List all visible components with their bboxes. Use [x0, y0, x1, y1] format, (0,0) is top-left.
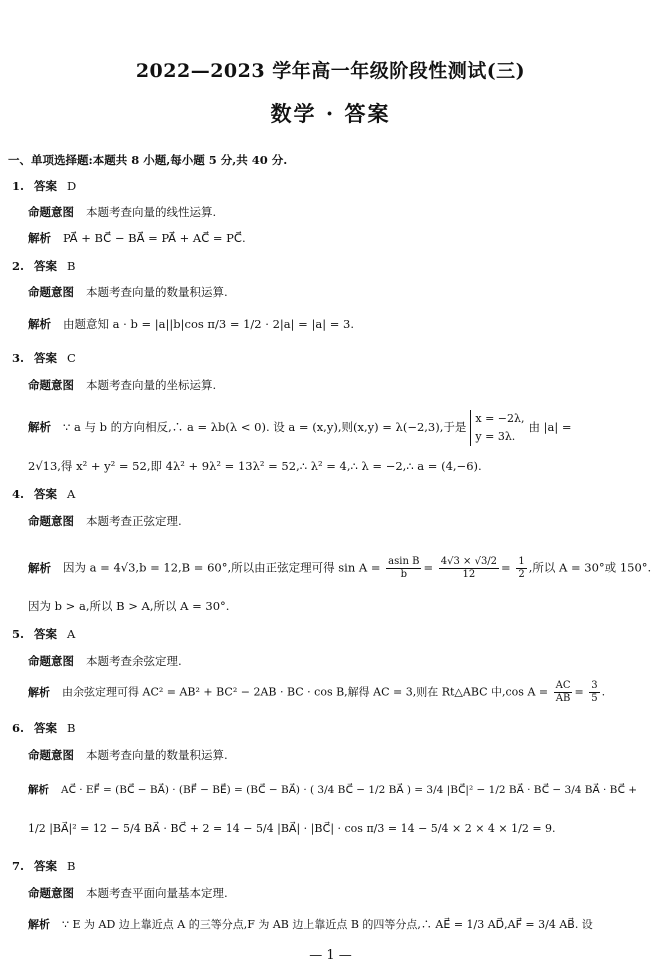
question-4-analysis-cont: 因为 b > a,所以 B > A,所以 A = 30°. [28, 599, 230, 613]
equation-line: x = −2λ, [475, 412, 525, 425]
question-1-analysis [28, 230, 246, 246]
question-5-analysis: 解析 由余弦定理可得 AC² = AB² + BC² − 2AB · BC · cos B,解得 AC = 3,则在 Rt△ABC 中,cos A = $\frac{AC}{AB}$ = $\frac{3}{5}$ . [28, 680, 606, 704]
question-6-header [12, 720, 75, 736]
question-5-intent [28, 653, 182, 669]
question-number: 5. [12, 627, 25, 641]
question-6-analysis [28, 782, 637, 797]
answer-value: A [67, 627, 76, 641]
question-number: 7. [12, 859, 25, 873]
section-heading: 一、单项选择题:本题共 8 小题,每小题 5 分,共 40 分. [8, 153, 288, 167]
analysis-text: ∵ E 为 AD 边上靠近点 A 的三等分点,F 为 AB 边上靠近点 B 的四等分点,∴ AE⃗ = 1/3 AD⃗,AF⃗ = 3/4 AB⃗. 设 [62, 918, 593, 931]
analysis-text: ∵ a 与 b 的方向相反,∴ a = λb(λ < 0). 设 a = (x,y),则(x,y) = λ(−2,3),于是 [63, 420, 467, 434]
analysis-label: 解析 [28, 317, 51, 331]
question-4-header [12, 486, 75, 502]
intent-label: 命题意图 [28, 285, 74, 299]
question-7-header [12, 858, 75, 874]
question-6-intent [28, 747, 228, 763]
answer-label: 答案 [34, 351, 58, 365]
answer-label: 答案 [34, 259, 58, 273]
fraction: $\frac{3}{5}$ [591, 680, 598, 704]
question-4-analysis: 解析 因为 a = 4√3,b = 12,B = 60°,所以由正弦定理可得 sin A = $\frac{\text{asin B}}{b}$ = $\frac{4√3 \times √3/2}{12}$ = $\frac{1}{2}$ ,所以 A = 30°或 150°. [28, 556, 652, 580]
answer-label: 答案 [34, 859, 58, 873]
fraction: $\frac{4√3 \times √3/2}{12}$ [440, 556, 498, 580]
intent-text: 本题考查向量的线性运算. [86, 205, 217, 219]
question-3-analysis-cont: 2√13,得 x² + y² = 52,即 4λ² + 9λ² = 13λ² = 52,∴ λ² = 4,∴ λ = −2,∴ a = (4,−6). [28, 459, 482, 473]
analysis-label: 解析 [28, 560, 51, 575]
answer-value: B [67, 259, 76, 273]
analysis-text: PA⃗ + BC⃗ − BA⃗ = PA⃗ + AC⃗ = PC⃗. [63, 231, 246, 245]
question-7-analysis [28, 916, 593, 932]
question-3-intent [28, 377, 216, 393]
intent-text: 本题考查平面向量基本定理. [86, 886, 228, 900]
intent-text: 本题考查向量的数量积运算. [86, 748, 228, 762]
answer-value: C [67, 351, 76, 365]
intent-label: 命题意图 [28, 514, 74, 528]
question-2-analysis [28, 316, 354, 332]
question-1-intent [28, 204, 216, 220]
question-number: 3. [12, 351, 25, 365]
equation-line: y = 3λ. [475, 430, 516, 443]
page-title: 2022—2023 学年高一年级阶段性测试(三) [135, 60, 526, 82]
analysis-text: 因为 a = 4√3,b = 12,B = 60°,所以由正弦定理可得 sin A = [63, 560, 381, 575]
intent-text: 本题考查余弦定理. [86, 654, 182, 668]
question-number: 6. [12, 721, 25, 735]
question-number: 2. [12, 259, 25, 273]
page-number: — 1 — [309, 948, 352, 963]
intent-label: 命题意图 [28, 748, 74, 762]
question-6-analysis-cont: 1/2 |BA⃗|² = 12 − 5/4 BA⃗ · BC⃗ + 2 = 14 − 5/4 |BA⃗| · |BC⃗| · cos π/3 = 14 − 5/4 × 2 × 4 × 1/2 = 9. [28, 822, 556, 835]
analysis-label: 解析 [28, 685, 50, 699]
analysis-label: 解析 [28, 784, 49, 796]
question-1-header [12, 178, 76, 194]
question-3-header [12, 350, 76, 366]
analysis-text: 由题意知 a · b = |a||b|cos π/3 = 1/2 · 2|a| = |a| = 3. [63, 317, 354, 331]
answer-value: B [67, 859, 76, 873]
question-number: 4. [12, 487, 25, 501]
analysis-label: 解析 [28, 231, 51, 245]
intent-text: 本题考查正弦定理. [86, 514, 182, 528]
question-7-intent [28, 885, 228, 901]
intent-label: 命题意图 [28, 205, 74, 219]
answer-label: 答案 [34, 179, 58, 193]
answer-value: D [67, 179, 77, 193]
intent-label: 命题意图 [28, 886, 74, 900]
intent-text: 本题考查向量的坐标运算. [86, 378, 217, 392]
question-4-intent [28, 513, 182, 529]
intent-text: 本题考查向量的数量积运算. [86, 285, 228, 299]
analysis-label: 解析 [28, 420, 51, 434]
question-5-header [12, 626, 75, 642]
question-2-intent [28, 284, 228, 300]
answer-label: 答案 [34, 721, 58, 735]
answer-value: A [67, 487, 76, 501]
intent-label: 命题意图 [28, 378, 74, 392]
page-subtitle: 数学 · 答案 [270, 101, 391, 126]
answer-value: B [67, 721, 76, 735]
answer-label: 答案 [34, 487, 58, 501]
analysis-label: 解析 [28, 918, 50, 931]
question-number: 1. [12, 179, 25, 193]
fraction: $\frac{\text{asin B}}{b}$ [388, 556, 420, 580]
intent-label: 命题意图 [28, 654, 74, 668]
analysis-text: AC⃗ · EF⃗ = (BC⃗ − BA⃗) · (BF⃗ − BE⃗) = (BC⃗ − BA⃗) · ( 3/4 BC⃗ − 1/2 BA⃗ ) = 3/4 |BC⃗|² − 1/2 BA⃗ · BC⃗ − 3/4 BA⃗ · BC⃗ + [61, 784, 638, 796]
question-2-header [12, 258, 75, 274]
analysis-text: 由 |a| = [528, 420, 572, 434]
equation-system [470, 410, 524, 446]
analysis-text: 由余弦定理可得 AC² = AB² + BC² − 2AB · BC · cos B,解得 AC = 3,则在 Rt△ABC 中,cos A = [62, 685, 549, 699]
answer-label: 答案 [34, 627, 58, 641]
question-3-analysis [28, 410, 572, 446]
fraction: $\frac{1}{2}$ [518, 556, 525, 580]
fraction: $\frac{AC}{AB}$ [555, 680, 571, 704]
